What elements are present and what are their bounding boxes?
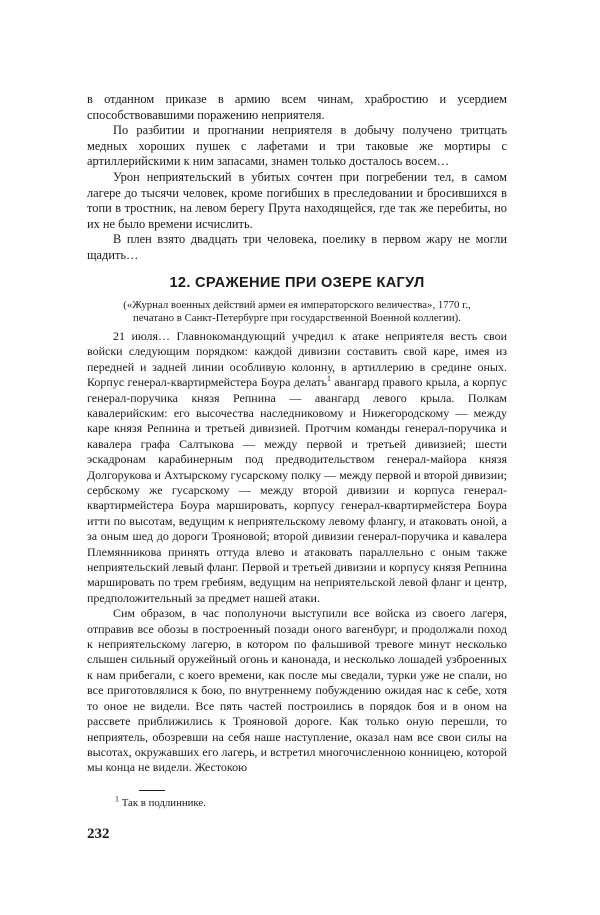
footnote-marker: 1 — [115, 794, 119, 804]
paragraph-1: в отданном приказе в армию всем чинам, храбростию и усердием способствовавшими поражению неприятеля. — [87, 92, 507, 122]
paragraph-5 — [87, 329, 507, 606]
paragraph-5-text-b: авангард правого крыла, а корпус генерал-поручика князя Репнина — авангард левого крыла. Полкам кавалерийским: его высочества наследниковому и Нижегородскому — между каре князя Репнина и третьей дивизией. Протчим команды генерал-поручика и кавалера графа Салтыкова — между первой и третьей дивизией; шести эскадронам карабинерным под предводительством генерал-майора князя Долгорукова и Ахтырскому гусарскому полку — между первой и второй дивизии; сербскому же гусарскому — между второй дивизии и корпуса генерал-квартирмейстера Боура маршировать, корпусу генерал-квартирмейстера Боура итти по высотам, ведущим к неприятельскому левому флангу, и атаковать оной, а за оным шед до дороги Трояновой; второй дивизии генерал-поручика и кавалера Племянникова принять оттуда влево и атаковать параллельно с оным также неприятельский левый фланг. Первой и третьей дивизии и корпусу князя Репнина маршировать по трем гребиям, ведущим на неприятельской левой фланг и центр, предположительный за предмет нашей атаки. — [87, 375, 508, 605]
paragraph-4: В плен взято двадцать три человека, поелику в первом жару не могли щадить… — [87, 232, 507, 262]
page-number: 232 — [87, 825, 110, 842]
paragraph-6: Сим образом, в час пополуночи выступили все войска из своего лагеря, отправив все обозы в построенный позади оного вагенбург, и продолжали поход к неприятельскому лагерю, в котором по фальшивой тревоге минут несколько слышен сильный оружейный огонь и канонада, и несколько лошадей узброенных к нам прибегали, с коего времени, как после мы сведали, турки уже не спали, но все приготовлялися к бою, по внутреннему побуждению ожидая нас к себе, хотя то оное не видели. Все пять частей построились в порядок боя и в оном на рассвете приближились к Трояновой дороге. Как только оную перешли, то неприятель, обозревши на себя наше наступление, оказал нам все свои силы на высотах, окружавших его лагерь, и встретил многочисленною конницею, которой мы конца не видели. Жестокою — [87, 606, 507, 775]
document-page — [87, 92, 507, 843]
section-title: 12. СРАЖЕНИЕ ПРИ ОЗЕРЕ КАГУЛ — [169, 274, 425, 291]
section-source: («Журнал военных действий армеи ея императорского величества», 1770 г., печатано в Санкт-Петербурге при государственной Военной коллегии). — [123, 298, 471, 324]
footnote-ref: 1 — [326, 374, 331, 384]
footnote-divider — [139, 790, 165, 791]
paragraph-3: Урон неприятельский в убитых сочтен при погребении тел, в самом лагере до тысячи человек, кроме погибших в преследовании и бросившихся в топи в тростник, на левом берегу Прута находящейся, где так же перебиты, но их не было времени исчислить. — [87, 169, 507, 231]
footnote — [115, 794, 507, 810]
paragraph-5-text-a: 21 июля… Главнокомандующий учредил к атаке неприятеля весть свои войски следующим порядком: каждой дивизии составить свой каре, имея из передней и задней линии особливую колонну, в артиллерию в средине оных. Корпус генерал-квартирмейстера Боура делать — [87, 328, 507, 390]
footnote-text: Так в подлиннике. — [121, 796, 206, 809]
paragraph-2: По разбитии и прогнании неприятеля в добычу получено тритцать медных хороших пушек с лафетами и три таковые же мортиры с артиллерийскими к ним запасами, знамен только досталось восем… — [87, 123, 507, 169]
